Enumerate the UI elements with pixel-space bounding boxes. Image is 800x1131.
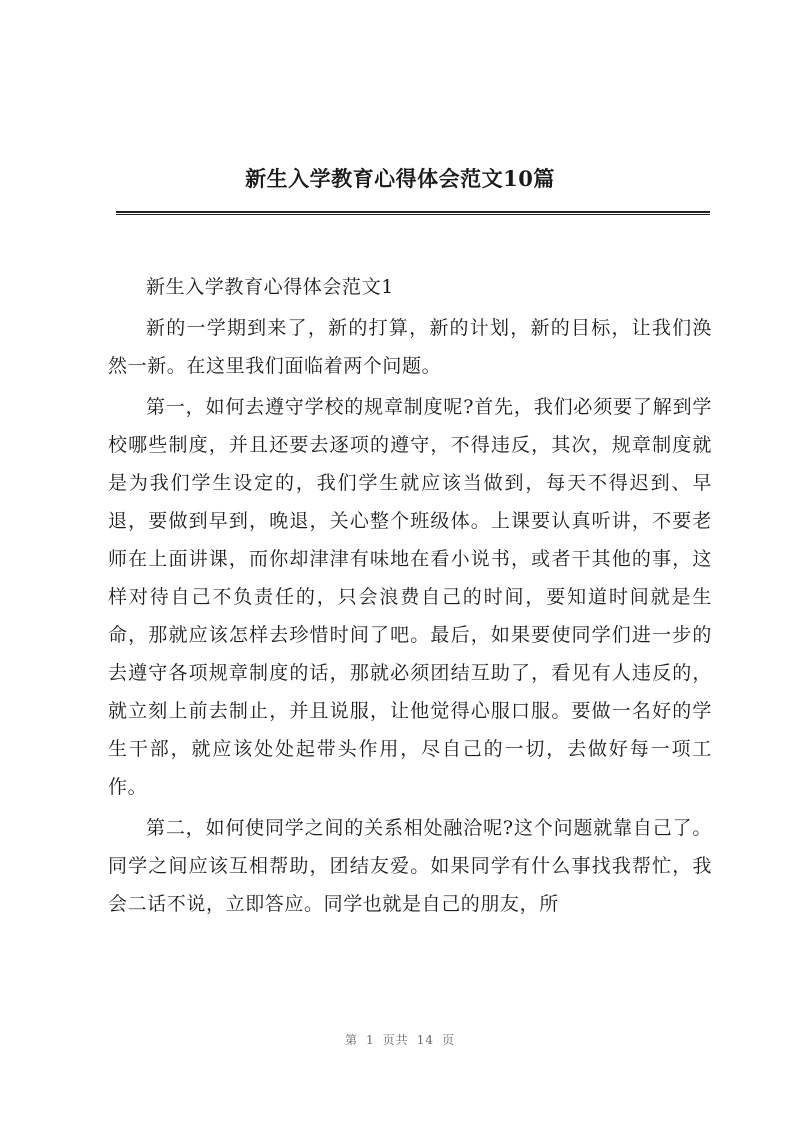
page-footer xyxy=(0,1031,800,1048)
section-heading: 新生入学教育心得体会范文1 xyxy=(146,276,394,298)
footer-middle: 页共 xyxy=(382,1033,409,1047)
paragraph-intro: 新的一学期到来了，新的打算，新的计划，新的目标，让我们涣然一新。在这里我们面临着两个问题。 xyxy=(108,317,712,377)
title-divider xyxy=(116,211,710,215)
footer-suffix: 页 xyxy=(441,1033,455,1047)
document-body xyxy=(108,268,712,923)
footer-page-number: 1 xyxy=(366,1033,375,1047)
paragraph-second-question: 第二，如何使同学之间的关系相处融洽呢?这个问题就靠自己了。同学之间应该互相帮助，团结友爱。如果同学有什么事找我帮忙，我会二话不说，立即答应。同学也就是自己的朋友，所 xyxy=(108,817,712,915)
document-title: 新生入学教育心得体会范文10篇 xyxy=(245,166,555,191)
footer-total-pages: 14 xyxy=(416,1033,434,1047)
paragraph-first-question: 第一，如何去遵守学校的规章制度呢?首先，我们必须要了解到学校哪些制度，并且还要去逐项的遵守，不得违反，其次，规章制度就是为我们学生设定的，我们学生就应该当做到，每天不得迟到、早退，要做到早到，晚退，关心整个班级体。上课要认真听讲，不要老师在上面讲课，而你却津津有味地在看小说书，或者干其他的事，这样对待自己不负责任的，只会浪费自己的时间，要知道时间就是生命，那就应该怎样去珍惜时间了吧。最后，如果要使同学们进一步的去遵守各项规章制度的话，那就必须团结互助了，看见有人违反的，就立刻上前去制止，并且说服，让他觉得心服口服。要做一名好的学生干部，就应该处处起带头作用，尽自己的一切，去做好每一项工作。 xyxy=(108,396,712,798)
footer-prefix: 第 xyxy=(345,1033,359,1047)
